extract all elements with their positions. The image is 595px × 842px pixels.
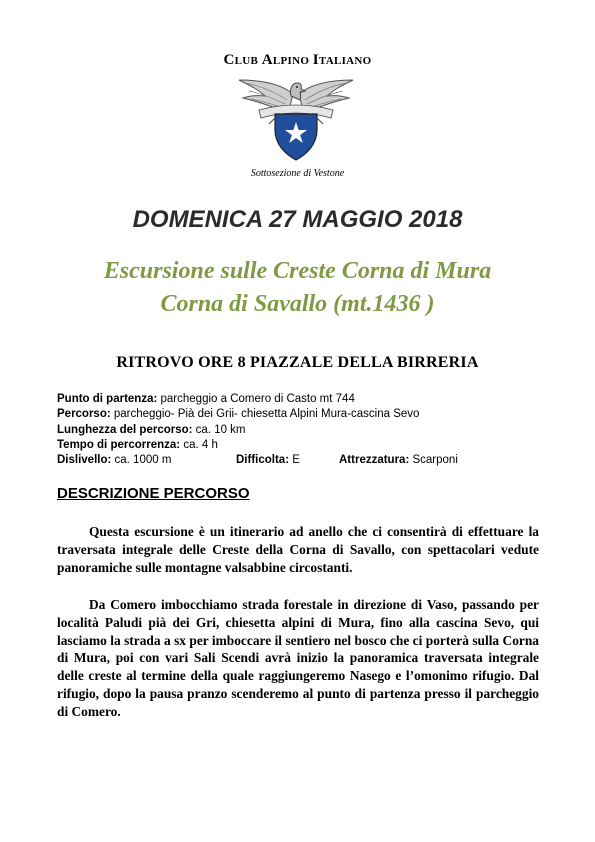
club-word-rest-1: LUB (234, 55, 259, 67)
eagle-shield-icon (231, 74, 361, 164)
detail-difficulty (236, 453, 300, 468)
club-word-rest-3: TALIANO (318, 55, 372, 67)
description-heading: DESCRIZIONE PERCORSO (57, 485, 250, 502)
detail-difficulty-label: Difficolta: (236, 454, 290, 467)
detail-equipment-value: Scarponi (409, 454, 458, 467)
detail-length (57, 423, 547, 438)
detail-time (57, 438, 547, 453)
description-paragraph-1: Questa escursione è un itinerario ad anello che ci consentirà di effettuare la traversata integrale delle Creste della Corna di Savallo, con spettacolari vedute panoramiche sulle montagne valsabbine circostanti. (57, 524, 539, 575)
detail-route-label: Percorso: (57, 408, 111, 421)
detail-elevation-label: Dislivello: (57, 454, 112, 467)
club-initial-i: I (312, 52, 319, 68)
event-date: DOMENICA 27 MAGGIO 2018 (132, 206, 463, 233)
detail-route-value: parcheggio- Pià dei Grii- chiesetta Alpini Mura-cascina Sevo (110, 408, 420, 421)
detail-equipment (339, 453, 458, 468)
detail-elevation (57, 454, 171, 466)
description-paragraph-2: Da Comero imbocchiamo strada forestale in direzione di Vaso, passando per località Paludi pià dei Gri, chiesetta alpini di Mura, fino alla cascina Sevo, qui lasciamo la strada a sx per imboccare il sentiero nel bosco che ci porterà sulla Corna di Mura, poi con vari Sali Scendi avrà inizio la panoramica traversata integrale delle creste al termine della quale raggiungeremo Nasego e l’omonimo rifugio. Dal rifugio, dopo la pausa pranzo scenderemo al punto di partenza presso il parcheggio di Comero. (57, 597, 539, 719)
detail-start (57, 392, 547, 407)
event-title (0, 255, 595, 321)
detail-last-row (57, 453, 547, 468)
detail-difficulty-value: E (289, 454, 300, 467)
subsection-name: Sottosezione di Vestone (250, 168, 345, 179)
detail-length-value: ca. 10 km (192, 423, 246, 436)
cai-eagle-logo (231, 74, 361, 164)
club-initial-c: C (223, 52, 235, 68)
detail-time-value: ca. 4 h (180, 438, 218, 451)
detail-time-label: Tempo di percorrenza: (57, 438, 181, 451)
detail-route (57, 407, 547, 422)
club-word-rest-2: LPINO (272, 55, 310, 67)
meeting-point: RITROVO ORE 8 PIAZZALE DELLA BIRRERIA (116, 354, 479, 371)
detail-start-label: Punto di partenza: (57, 393, 158, 405)
detail-elevation-value: ca. 1000 m (111, 454, 172, 467)
event-title-line-1: Escursione sulle Creste Corna di Mura (103, 258, 492, 284)
event-title-line-2: Corna di Savallo (mt.1436 ) (160, 291, 435, 317)
club-name (0, 52, 595, 69)
trip-details (57, 392, 547, 468)
detail-length-label: Lunghezza del percorso: (57, 423, 193, 436)
detail-equipment-label: Attrezzatura: (339, 454, 410, 467)
detail-start-value: parcheggio a Comero di Casto mt 744 (157, 393, 355, 405)
club-initial-a: A (261, 52, 273, 68)
